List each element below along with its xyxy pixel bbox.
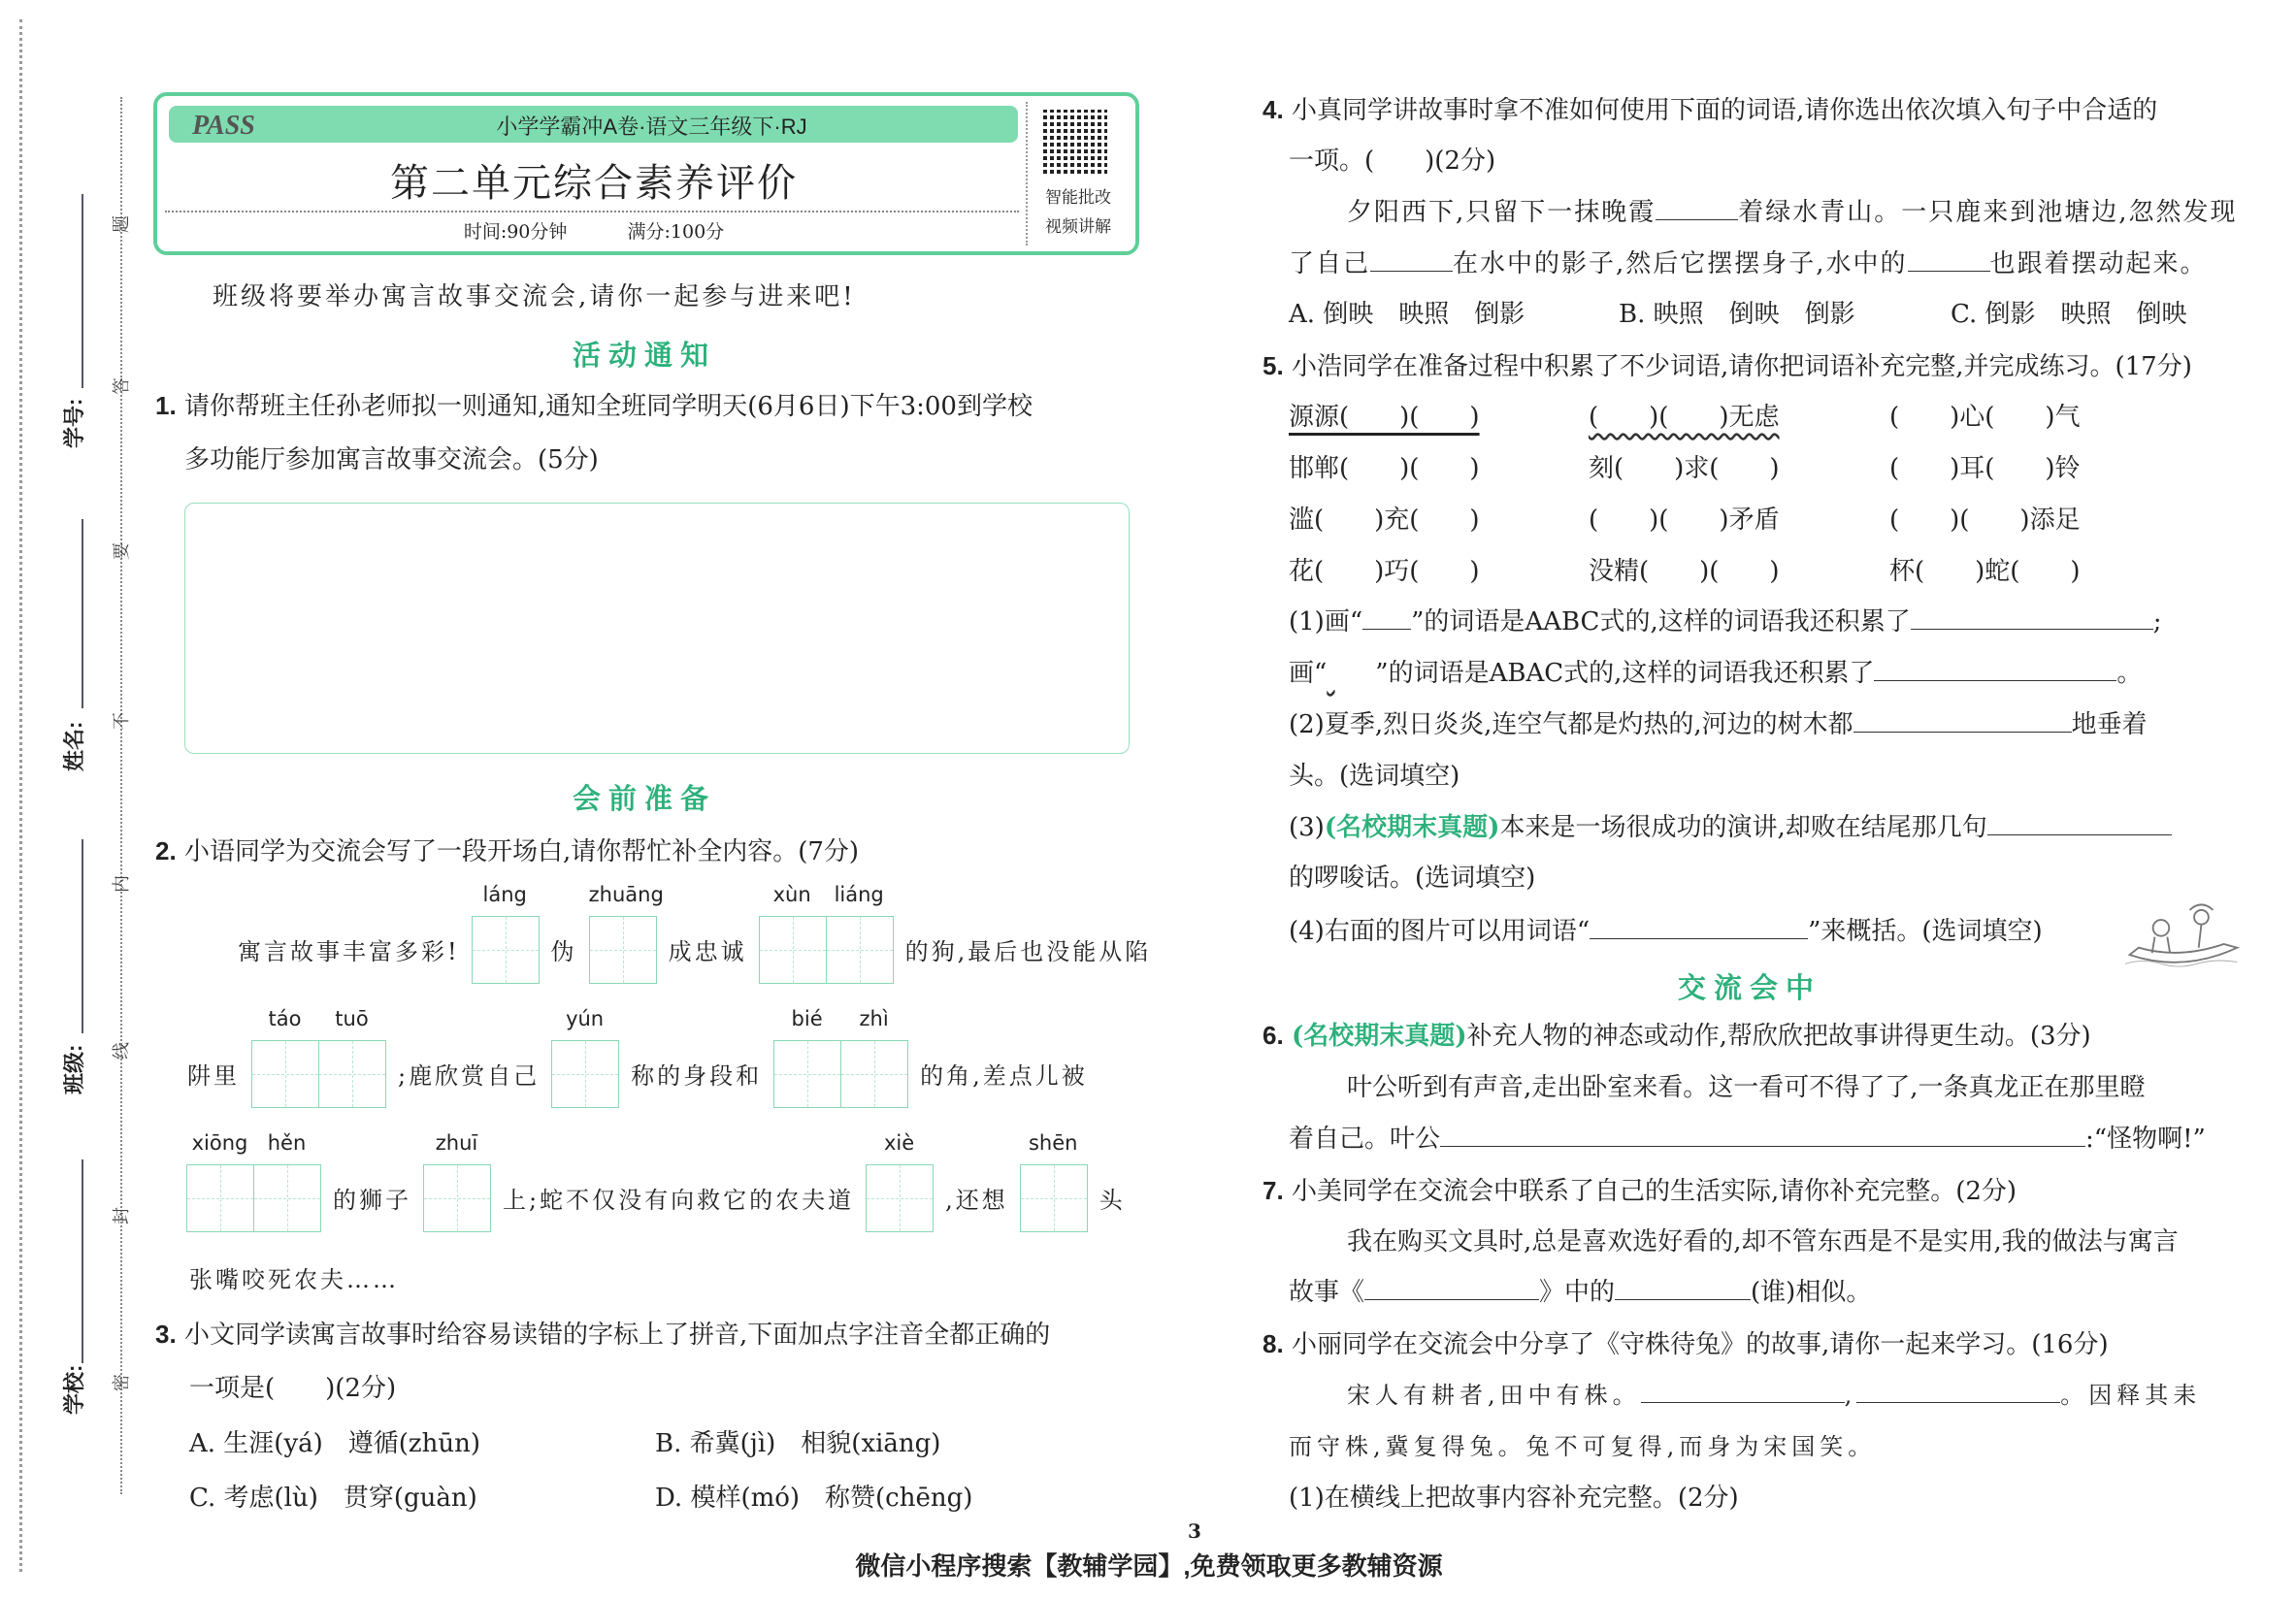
question-number: 6.	[1263, 1021, 1284, 1050]
pass-logo: PASS	[192, 111, 255, 141]
option-c[interactable]: C. 考虑(lù) 贯穿(guàn)	[189, 1484, 477, 1513]
character-box[interactable]	[552, 1041, 618, 1107]
answer-blank[interactable]	[1874, 657, 2116, 681]
question-number: 3.	[155, 1320, 177, 1349]
character-box[interactable]	[319, 1041, 385, 1107]
divider	[1026, 102, 1028, 245]
question-text: 多功能厅参加寓言故事交流会。(5分)	[184, 445, 599, 474]
margin-char: 题	[112, 215, 132, 233]
pinyin-label: shēn	[1028, 1131, 1078, 1155]
class-label: 班级:	[62, 1044, 86, 1094]
idiom-item[interactable]: 没精( )( )	[1589, 557, 1780, 586]
character-boxes	[551, 1040, 619, 1108]
pinyin-box-group	[759, 883, 894, 984]
boat-illustration	[2125, 891, 2242, 974]
page-number: 3	[1188, 1519, 1201, 1543]
character-box[interactable]	[774, 1041, 841, 1107]
qr-caption: 视频讲解	[1045, 217, 1111, 237]
passage-text: 上;蛇不仅没有向救它的农夫道	[503, 1187, 855, 1214]
margin-char: 内	[112, 875, 132, 893]
character-box[interactable]	[827, 917, 893, 983]
passage-text: 伪	[550, 938, 577, 965]
character-box[interactable]	[473, 917, 539, 983]
pinyin-row	[238, 883, 1151, 984]
student-id-label: 学号:	[62, 398, 86, 448]
passage-line	[1289, 246, 2208, 281]
passage-text: ,还想	[945, 1187, 1008, 1214]
question-number: 4.	[1263, 95, 1284, 124]
passage-text: 阱里	[187, 1062, 240, 1090]
margin-char: 答	[112, 377, 132, 395]
pinyin-box-group	[423, 1131, 491, 1232]
pinyin-label: zhì	[859, 1007, 889, 1030]
text: (4)右面的图片可以用词语“	[1289, 917, 1591, 946]
exam-tag: (名校期末真题)	[1291, 1022, 1467, 1051]
school-label: 学校:	[62, 1364, 86, 1415]
passage-text: 的角,差点儿被	[920, 1062, 1088, 1090]
blank	[1362, 605, 1411, 630]
question-number: 2.	[155, 836, 177, 865]
character-box[interactable]	[254, 1165, 320, 1231]
pinyin-row-labels	[423, 1131, 491, 1164]
student-id-line[interactable]	[82, 194, 83, 388]
question-text: 一项。( )(2分)	[1289, 147, 1496, 176]
pinyin-row-labels	[773, 1007, 908, 1040]
passage-text: ;鹿欣赏自己	[398, 1062, 541, 1090]
blank[interactable]	[1370, 247, 1453, 272]
text: (3)	[1289, 813, 1325, 842]
text: ”的词语是ABAC式的,这样的词语我还积累了	[1375, 659, 1875, 688]
pinyin-box-group	[472, 883, 540, 984]
option-b[interactable]: B. 希冀(jì) 相貌(xiāng)	[655, 1429, 941, 1458]
idiom-item[interactable]: 杯( )蛇( )	[1889, 557, 2081, 586]
idiom-item[interactable]: 邯郸( )( )	[1289, 454, 1480, 483]
character-boxes	[773, 1040, 908, 1108]
question-text: 小语同学为交流会写了一段开场白,请你帮忙补全内容。(7分)	[183, 837, 860, 866]
qr-caption: 智能批改	[1045, 188, 1111, 208]
idiom-item[interactable]: ( )( )添足	[1889, 506, 2081, 535]
text: 头。(选词填空)	[1289, 762, 1460, 791]
text: 本来是一场很成功的演讲,却败在结尾那几句	[1499, 813, 1987, 842]
margin-char: 封	[112, 1207, 132, 1224]
character-boxes	[1020, 1164, 1088, 1232]
question-3	[155, 1317, 1050, 1353]
passage-text: 的狗,最后也没能从陷	[904, 938, 1152, 965]
question-4	[1263, 92, 2157, 128]
name-line[interactable]	[82, 519, 83, 708]
answer-blank[interactable]	[1364, 1276, 1539, 1300]
option-b[interactable]: B. 映照 倒映 倒影	[1619, 300, 1855, 329]
divider	[165, 211, 1019, 212]
idiom-item[interactable]: ( )耳( )铃	[1889, 454, 2081, 483]
pinyin-box-group	[773, 1007, 908, 1108]
notice-answer-box[interactable]	[184, 503, 1130, 754]
passage-text: 成忠诚	[668, 938, 747, 965]
question-text: 请你帮班主任孙老师拟一则通知,通知全班同学明天(6月6日)下午3:00到学校	[183, 392, 1033, 421]
q7-answer-line	[1289, 1275, 1871, 1310]
character-boxes	[866, 1164, 934, 1232]
pinyin-row-labels	[759, 883, 894, 916]
question-7	[1263, 1173, 2017, 1209]
pinyin-label: yún	[566, 1007, 605, 1030]
q5-sub-1b: 画“ ”的词语是ABAC式的,这样的词语我还积累了 。	[1289, 659, 2143, 688]
edge-dots	[19, 19, 22, 1572]
text: (2)夏季,烈日炎炎,连空气都是灼热的,河边的树木都	[1289, 710, 1853, 739]
page-title: 第二单元综合素养评价	[390, 162, 798, 205]
series-band	[169, 106, 1018, 143]
answer-blank[interactable]	[1615, 1276, 1751, 1300]
passage-text: 夕阳西下,只留下一抹晚霞	[1347, 198, 1656, 227]
name-label: 姓名:	[62, 721, 86, 771]
classical-line: 而守株,冀复得兔。兔不可复得,而身为宋国笑。	[1289, 1433, 1877, 1460]
pinyin-box-group	[186, 1131, 321, 1232]
passage-text: 头	[1099, 1187, 1126, 1214]
passage-tail: 张嘴咬死农夫……	[189, 1266, 399, 1293]
passage-text: 叶公听到有声音,走出卧室来看。这一看可不得了了,一条真龙正在那里瞪	[1347, 1073, 2146, 1102]
question-number: 5.	[1263, 351, 1284, 380]
section-heading: 活动通知	[572, 339, 717, 372]
character-boxes	[759, 916, 894, 984]
character-boxes	[186, 1164, 321, 1232]
margin-char: 密	[112, 1374, 132, 1391]
section-heading: 交流会中	[1677, 971, 1822, 1004]
exam-tag: (名校期末真题)	[1324, 813, 1500, 842]
character-box[interactable]	[424, 1165, 490, 1231]
blank[interactable]	[1908, 247, 1990, 272]
question-text: 一项是( )(2分)	[189, 1374, 397, 1403]
question-number: 7.	[1263, 1176, 1284, 1205]
q5-sub-3	[1289, 810, 2172, 845]
pinyin-box-group	[551, 1007, 619, 1108]
question-5	[1263, 348, 2192, 384]
qr-code-icon[interactable]	[1043, 110, 1107, 174]
exam-meta	[157, 217, 1031, 244]
q5-sub-4	[1289, 914, 2043, 949]
pinyin-row	[175, 1131, 1126, 1232]
pinyin-row-labels	[1020, 1131, 1088, 1164]
pinyin-row	[187, 1007, 1088, 1108]
idiom-item[interactable]: ( )( )矛盾	[1589, 506, 1780, 535]
idiom-item[interactable]: ( )心( )气	[1889, 403, 2081, 432]
answer-blank[interactable]	[1590, 915, 1808, 939]
margin-char: 要	[112, 542, 132, 560]
character-boxes	[423, 1164, 491, 1232]
margin-char: 线	[112, 1042, 132, 1060]
text: (谁)相似。	[1751, 1278, 1872, 1307]
character-box[interactable]	[252, 1041, 319, 1107]
pinyin-label: xùn	[772, 883, 811, 906]
text: :“怪物啊!”	[2085, 1125, 2206, 1154]
passage-text: 也跟着摆动起来。	[1989, 249, 2208, 278]
character-box[interactable]	[187, 1165, 254, 1231]
option-a[interactable]: A. 生涯(yá) 遵循(zhūn)	[189, 1429, 481, 1458]
idiom-item[interactable]: 刻( )求( )	[1589, 454, 1780, 483]
pinyin-label: hěn	[267, 1131, 307, 1155]
time-limit: 时间:90分钟	[463, 221, 568, 243]
question-text: 小真同学讲故事时拿不准如何使用下面的词语,请你选出依次填入句子中合适的	[1291, 96, 2158, 125]
character-box[interactable]	[867, 1165, 933, 1231]
class-line[interactable]	[82, 839, 83, 1033]
question-number: 8.	[1263, 1329, 1284, 1358]
idiom-item[interactable]: ( )( )无虑	[1589, 403, 1780, 432]
pinyin-label: zhuī	[435, 1131, 478, 1155]
pinyin-label: bié	[791, 1007, 823, 1030]
pinyin-label: xiōng	[191, 1131, 248, 1155]
seal-line	[120, 97, 122, 1494]
option-a[interactable]: A. 倒映 映照 倒影	[1289, 300, 1525, 329]
passage-text: 寓言故事丰富多彩!	[238, 938, 460, 965]
q5-sub-2	[1289, 707, 2148, 742]
character-box[interactable]	[760, 917, 827, 983]
footer-text: 微信小程序搜索【教辅学园】,免费领取更多教辅资源	[855, 1551, 1443, 1581]
answer-blank[interactable]	[1440, 1123, 2085, 1147]
exam-header	[153, 92, 1139, 255]
full-score: 满分:100分	[627, 221, 725, 243]
pinyin-label: táo	[268, 1007, 302, 1030]
passage-text: 了自己	[1289, 249, 1371, 278]
passage-text: 称的身段和	[631, 1062, 763, 1090]
margin-char: 不	[112, 712, 132, 730]
option-c[interactable]: C. 倒影 映照 倒映	[1951, 300, 2187, 329]
text: 宋人有耕者,田中有株。	[1347, 1382, 1641, 1409]
answer-blank[interactable]	[1853, 708, 2072, 733]
text: 故事《	[1289, 1278, 1365, 1307]
classical-line: 宋人有耕者,田中有株。 , 。因释其耒	[1347, 1378, 2201, 1413]
passage-text: 着绿水青山。一只鹿来到池塘边,忽然发现	[1738, 198, 2238, 227]
character-box[interactable]	[1021, 1165, 1087, 1231]
question-number: 1.	[155, 391, 177, 420]
pinyin-row-labels	[551, 1007, 619, 1040]
question-1	[155, 388, 1033, 424]
idiom-item[interactable]: 花( )巧( )	[1289, 557, 1480, 586]
text: ”的词语是AABC式的,这样的词语我还积累了	[1411, 607, 1911, 636]
text: 。因释其耒	[2060, 1382, 2202, 1409]
text: 》中的	[1539, 1278, 1616, 1307]
text: 着自己。叶公	[1289, 1125, 1441, 1154]
answer-blank[interactable]	[1856, 1379, 2060, 1403]
pinyin-row-labels	[472, 883, 540, 916]
pinyin-box-group	[866, 1131, 934, 1232]
pinyin-box-group	[1020, 1131, 1088, 1232]
text: (1)画“	[1289, 607, 1363, 636]
pinyin-label: láng	[482, 883, 527, 906]
pinyin-box-group	[251, 1007, 386, 1108]
answer-blank[interactable]	[1987, 811, 2172, 835]
answer-blank[interactable]	[1641, 1379, 1845, 1403]
q8-sub-1: (1)在横线上把故事内容补充完整。(2分)	[1289, 1484, 1739, 1513]
section-heading: 会前准备	[572, 782, 717, 815]
blank[interactable]	[1656, 196, 1738, 220]
character-boxes	[472, 916, 540, 984]
question-text: 补充人物的神态或动作,帮欣欣把故事讲得更生动。(3分)	[1466, 1022, 2091, 1051]
question-6	[1263, 1018, 2091, 1054]
character-boxes	[589, 916, 657, 984]
text: 的啰唆话。(选词填空)	[1289, 864, 1536, 893]
character-boxes	[251, 1040, 386, 1108]
question-2	[155, 833, 859, 869]
school-line[interactable]	[82, 1159, 83, 1363]
pinyin-label: tuō	[335, 1007, 369, 1030]
q6-answer-line	[1289, 1122, 2206, 1157]
binding-margin	[0, 0, 146, 1599]
question-text: 小浩同学在准备过程中积累了不少词语,请你把词语补充完整,并完成练习。(17分)	[1291, 352, 2192, 381]
idiom-item[interactable]: 滥( )充( )	[1289, 506, 1480, 535]
pinyin-label: xiè	[884, 1131, 915, 1155]
passage-text: 我在购买文具时,总是喜欢选好看的,却不管东西是不是实用,我的做法与寓言	[1347, 1227, 2179, 1256]
pinyin-row-labels	[251, 1007, 386, 1040]
q5-sub-1: (1)画“ ”的词语是AABC式的,这样的词语我还积累了 ;	[1289, 607, 2162, 636]
intro-text: 班级将要举办寓言故事交流会,请你一起参与进来吧!	[213, 282, 856, 311]
passage-text: 在水中的影子,然后它摆摆身子,水中的	[1453, 249, 1908, 278]
question-text: 小美同学在交流会中联系了自己的生活实际,请你补充完整。(2分)	[1291, 1177, 2017, 1206]
character-box[interactable]	[841, 1041, 907, 1107]
character-box[interactable]	[590, 917, 656, 983]
pinyin-box-group	[588, 883, 664, 984]
question-8	[1263, 1326, 2109, 1362]
pinyin-label: zhuāng	[588, 883, 664, 906]
passage-line	[1347, 195, 2238, 230]
pinyin-row-labels	[588, 883, 664, 916]
passage-text: 的狮子	[333, 1187, 411, 1214]
question-text: 小丽同学在交流会中分享了《守株待兔》的故事,请你一起来学习。(16分)	[1291, 1330, 2109, 1359]
text: 画“	[1289, 659, 1328, 688]
pinyin-row-labels	[186, 1131, 321, 1164]
text: ”来概括。(选词填空)	[1808, 917, 2043, 946]
pinyin-row-labels	[866, 1131, 934, 1164]
option-d[interactable]: D. 模样(mó) 称赞(chēng)	[655, 1484, 973, 1513]
series-title: 小学学霸冲A卷·语文三年级下·RJ	[496, 114, 807, 139]
idiom-item[interactable]: 源源( )( )	[1289, 403, 1480, 432]
answer-blank[interactable]	[1911, 605, 2153, 630]
question-text: 小文同学读寓言故事时给容易读错的字标上了拼音,下面加点字注音全都正确的	[183, 1321, 1051, 1350]
pinyin-label: liáng	[834, 883, 884, 906]
text: 地垂着	[2071, 710, 2148, 739]
